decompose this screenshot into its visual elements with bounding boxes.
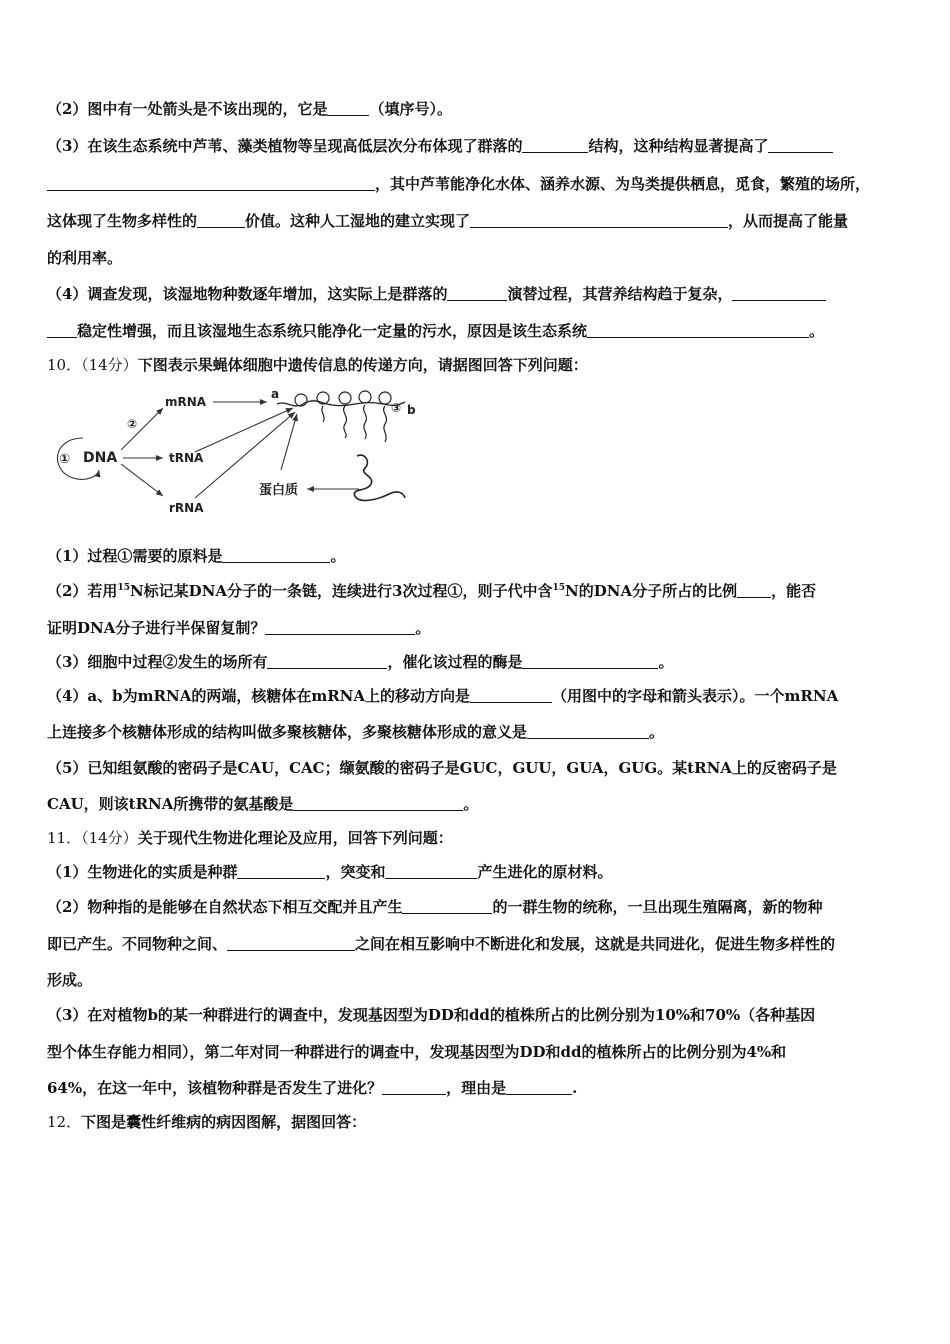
gene-expression-diagram [45, 380, 425, 520]
answer-blank[interactable] [732, 286, 826, 301]
answer-blank[interactable] [293, 796, 463, 811]
question-10-heading: 10．（14分）下图表示果蝇体细胞中遗传信息的传递方向，请据图回答下列问题： [47, 356, 588, 374]
text-line: （3）细胞中过程②发生的场所有 ，催化该过程的酶是 。 [47, 653, 674, 671]
mrna-end-a: a [271, 387, 280, 401]
text-line: （3）在该生态系统中芦苇、藻类植物等呈现高低层次分布体现了群落的 结构，这种结构显著提高了 [47, 136, 907, 156]
text-line: （1）生物进化的实质是种群 ，突变和 产生进化的原材料。 [47, 863, 613, 881]
rrna-label: rRNA [169, 501, 204, 515]
text-line: （4）a、b为mRNA的两端，核糖体在mRNA上的移动方向是 （用图中的字母和箭头表示）。一个mRNA [47, 687, 839, 705]
answer-blank[interactable] [587, 323, 809, 338]
text-line: 这体现了生物多样性的 价值。这种人工湿地的建立实现了 ，从而提高了能量 [47, 212, 849, 230]
polysome [295, 391, 391, 442]
mrna-end-b: b [407, 403, 416, 417]
text-line: ，其中芦苇能净化水体、涵养水源、为鸟类提供栖息，觅食，繁殖的场所， [47, 174, 907, 194]
answer-blank[interactable] [737, 583, 771, 598]
answer-blank[interactable] [527, 724, 649, 739]
dna-to-rrna-arrow [121, 464, 163, 496]
answer-blank[interactable] [522, 138, 588, 153]
text-line: （2）图中有一处箭头是不该出现的，它是 （填序号）。 [47, 100, 452, 118]
text-line: 上连接多个核糖体形成的结构叫做多聚核糖体，多聚核糖体形成的意义是 。 [47, 723, 665, 741]
answer-blank[interactable] [197, 213, 245, 228]
protein-label: 蛋白质 [259, 483, 299, 498]
process1-label: ① [59, 452, 71, 467]
text-line: （1）过程①需要的原料是 。 [47, 547, 346, 565]
text-line: 的利用率。 [47, 249, 123, 267]
mrna-label: mRNA [165, 395, 207, 409]
question-11-heading: 11．（14分）关于现代生物进化理论及应用，回答下列问题： [47, 829, 453, 847]
text-line: 证明DNA分子进行半保留复制？ 。 [47, 619, 431, 637]
answer-blank[interactable] [265, 620, 415, 635]
answer-blank[interactable] [47, 323, 77, 338]
answer-blank[interactable] [327, 101, 369, 116]
text-line: （4）调查发现，该湿地物种数逐年增加，这实际上是群落的 演替过程，其营养结构趋于复杂， [47, 284, 907, 304]
text-line: CAU，则该tRNA所携带的氨基酸是 。 [47, 795, 479, 813]
answer-blank[interactable] [385, 864, 477, 879]
text-line: 64%，在这一年中，该植物种群是否发生了进化？ ，理由是 . [47, 1079, 578, 1097]
answer-blank[interactable] [237, 864, 325, 879]
dna-label: DNA [83, 450, 118, 466]
question-12-heading: 12．下图是囊性纤维病的病因图解，据图回答： [47, 1113, 367, 1131]
answer-blank[interactable] [222, 548, 330, 563]
trna-label: tRNA [169, 451, 204, 465]
trna-to-ribosome-arrow [195, 408, 293, 452]
answer-blank[interactable] [382, 1080, 446, 1095]
text-line: （2）若用$^{15}$N标记某DNA分子的一条链，连续进行3次过程①，则子代中含$^{15}$N的DNA分子所占的比例 ，能否 [47, 582, 817, 600]
answer-blank[interactable] [522, 654, 658, 669]
text-line: （3）在对植物b的某一种群进行的调查中，发现基因型为DD和dd的植株所占的比例分别为10%和70%（各种基因 [47, 1006, 816, 1024]
answer-blank[interactable] [470, 688, 552, 703]
process3-label: ③ [391, 401, 402, 415]
text-line: 形成。 [47, 971, 93, 989]
answer-blank[interactable] [267, 654, 387, 669]
answer-blank[interactable] [447, 286, 507, 301]
answer-blank[interactable] [768, 138, 833, 153]
text-line: （5）已知组氨酸的密码子是CAU，CAC；缬氨酸的密码子是GUC，GUU，GUA，GUG。某tRNA上的反密码子是 [47, 759, 837, 777]
text-line: 稳定性增强，而且该湿地生态系统只能净化一定量的污水，原因是该生态系统 。 [47, 321, 907, 341]
answer-blank[interactable] [227, 936, 355, 951]
answer-blank[interactable] [402, 899, 492, 914]
process2-label: ② [127, 417, 138, 431]
text-line: 型个体生存能力相同），第二年对同一种群进行的调查中，发现基因型为DD和dd的植株所占的比例分别为4%和 [47, 1043, 787, 1061]
answer-blank[interactable] [47, 176, 375, 191]
protein-chain [354, 455, 405, 500]
text-line: 即已产生。不同物种之间、 之间在相互影响中不断进化和发展，这就是共同进化，促进生物多样性的 [47, 935, 836, 953]
answer-blank[interactable] [506, 1080, 572, 1095]
text-line: （2）物种指的是能够在自然状态下相互交配并且产生 的一群生物的统称，一旦出现生殖隔离，新的物种 [47, 898, 823, 916]
answer-blank[interactable] [470, 213, 728, 228]
